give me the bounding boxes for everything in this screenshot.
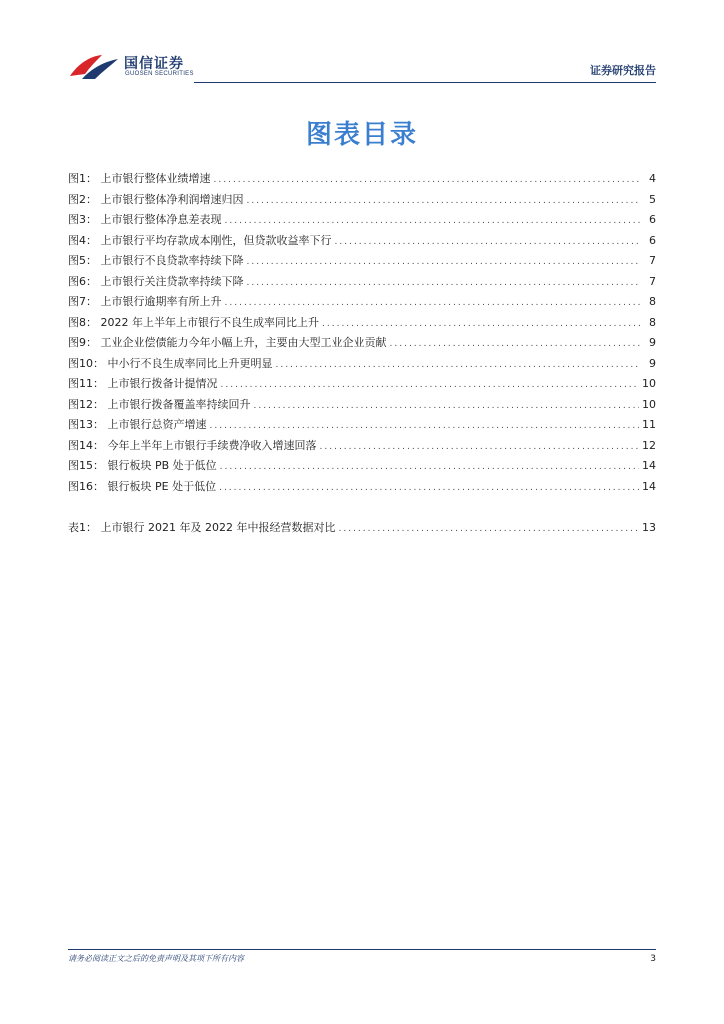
figure-list (68, 170, 656, 498)
toc-entry-label[interactable]: 图13： 上市银行总资产增速 (68, 418, 207, 431)
toc-entry-label[interactable]: 图7： 上市银行逾期率有所上升 (68, 295, 222, 308)
toc-entry-page[interactable]: 6 (649, 233, 656, 247)
dot-leader (276, 360, 642, 370)
toc-entry-label[interactable]: 图14： 今年上半年上市银行手续费净收入增速回落 (68, 438, 317, 452)
toc-entry-label[interactable]: 图12： 上市银行拨备覆盖率持续回升 (68, 397, 251, 411)
toc-entry-label[interactable]: 图9： 工业企业偿债能力今年小幅上升，主要由大型工业企业贡献 (68, 336, 387, 349)
figure-toc-entry[interactable] (68, 273, 656, 294)
toc-entry-page[interactable]: 7 (649, 254, 656, 267)
figure-toc-entry[interactable] (68, 478, 656, 499)
disclaimer-note: 请务必阅读正文之后的免责声明及其项下所有内容 (68, 954, 244, 963)
header-divider (194, 82, 656, 83)
figure-toc-entry[interactable] (68, 437, 656, 458)
dot-leader (254, 401, 640, 411)
page-number: 3 (650, 954, 656, 964)
guosen-logo (68, 50, 228, 84)
figure-toc-entry[interactable] (68, 252, 656, 273)
toc-entry-label[interactable]: 图1： 上市银行整体业绩增速 (68, 172, 211, 185)
toc-entry-page[interactable]: 11 (642, 418, 656, 431)
toc-entry-page[interactable]: 5 (649, 192, 656, 206)
figure-toc-entry[interactable] (68, 314, 656, 335)
toc-entry-page[interactable]: 10 (642, 397, 656, 411)
report-type-label: 证券研究报告 (590, 64, 656, 77)
dot-leader (225, 298, 642, 308)
toc-entry-page[interactable]: 7 (649, 274, 656, 288)
dot-leader (322, 319, 641, 329)
dot-leader (390, 339, 642, 349)
figure-toc-entry[interactable] (68, 211, 656, 232)
toc-entry-label[interactable]: 图6： 上市银行关注贷款率持续下降 (68, 274, 244, 288)
toc-entry-label[interactable]: 图10： 中小行不良生成率同比上升更明显 (68, 356, 273, 370)
dot-leader (335, 237, 642, 247)
company-name-cn: 国信证券 (124, 56, 184, 72)
dot-leader (214, 175, 642, 185)
company-name-en: GUOSEN SECURITIES (125, 71, 194, 77)
dot-leader (220, 462, 639, 472)
guosen-logo-icon (68, 52, 120, 82)
figure-toc-entry[interactable] (68, 416, 656, 437)
figure-toc-entry[interactable] (68, 191, 656, 212)
toc-entry-label[interactable]: 图2： 上市银行整体净利润增速归因 (68, 192, 244, 206)
footer-divider (68, 949, 656, 950)
figure-toc-entry[interactable] (68, 375, 656, 396)
figure-toc-entry[interactable] (68, 355, 656, 376)
toc-entry-label[interactable]: 图15： 银行板块 PB 处于低位 (68, 459, 217, 472)
toc-entry-page[interactable]: 8 (649, 315, 656, 329)
page-title: 图表目录 (305, 120, 418, 150)
toc-entry-label[interactable]: 图3： 上市银行整体净息差表现 (68, 213, 222, 226)
toc-entry-page[interactable]: 9 (649, 336, 656, 349)
figure-toc-entry[interactable] (68, 396, 656, 417)
dot-leader (247, 278, 642, 288)
dot-leader (247, 196, 642, 206)
dot-leader (320, 442, 640, 452)
dot-leader (247, 257, 642, 267)
dot-leader (219, 483, 639, 493)
dot-leader (221, 380, 640, 390)
toc-entry-label[interactable]: 图11： 上市银行拨备计提情况 (68, 377, 218, 390)
toc-entry-label[interactable]: 图8： 2022 年上半年上市银行不良生成率同比上升 (68, 315, 319, 329)
toc-entry-page[interactable]: 9 (649, 356, 656, 370)
table-list (68, 519, 656, 540)
toc-entry-page[interactable]: 13 (642, 521, 656, 534)
figure-toc-entry[interactable] (68, 334, 656, 355)
toc-entry-label[interactable]: 图4： 上市银行平均存款成本刚性，但贷款收益率下行 (68, 233, 332, 247)
toc-entry-page[interactable]: 14 (642, 479, 656, 493)
toc-entry-page[interactable]: 10 (642, 377, 656, 390)
dot-leader (338, 524, 639, 534)
toc-entry-page[interactable]: 14 (642, 459, 656, 472)
table-toc-entry[interactable] (68, 519, 656, 540)
toc-entry-label[interactable]: 图5： 上市银行不良贷款率持续下降 (68, 254, 244, 267)
dot-leader (210, 421, 640, 431)
toc-entry-page[interactable]: 8 (649, 295, 656, 308)
toc-entry-page[interactable]: 6 (649, 213, 656, 226)
toc-entry-label[interactable]: 图16： 银行板块 PE 处于低位 (68, 479, 217, 493)
figure-toc-entry[interactable] (68, 457, 656, 478)
figure-toc-entry[interactable] (68, 293, 656, 314)
figure-toc-entry[interactable] (68, 232, 656, 253)
toc-entry-page[interactable]: 4 (649, 172, 656, 185)
toc-entry-label[interactable]: 表1： 上市银行 2021 年及 2022 年中报经营数据对比 (68, 521, 336, 534)
figure-toc-entry[interactable] (68, 170, 656, 191)
dot-leader (225, 216, 642, 226)
toc-entry-page[interactable]: 12 (642, 438, 656, 452)
page-header (68, 50, 656, 86)
